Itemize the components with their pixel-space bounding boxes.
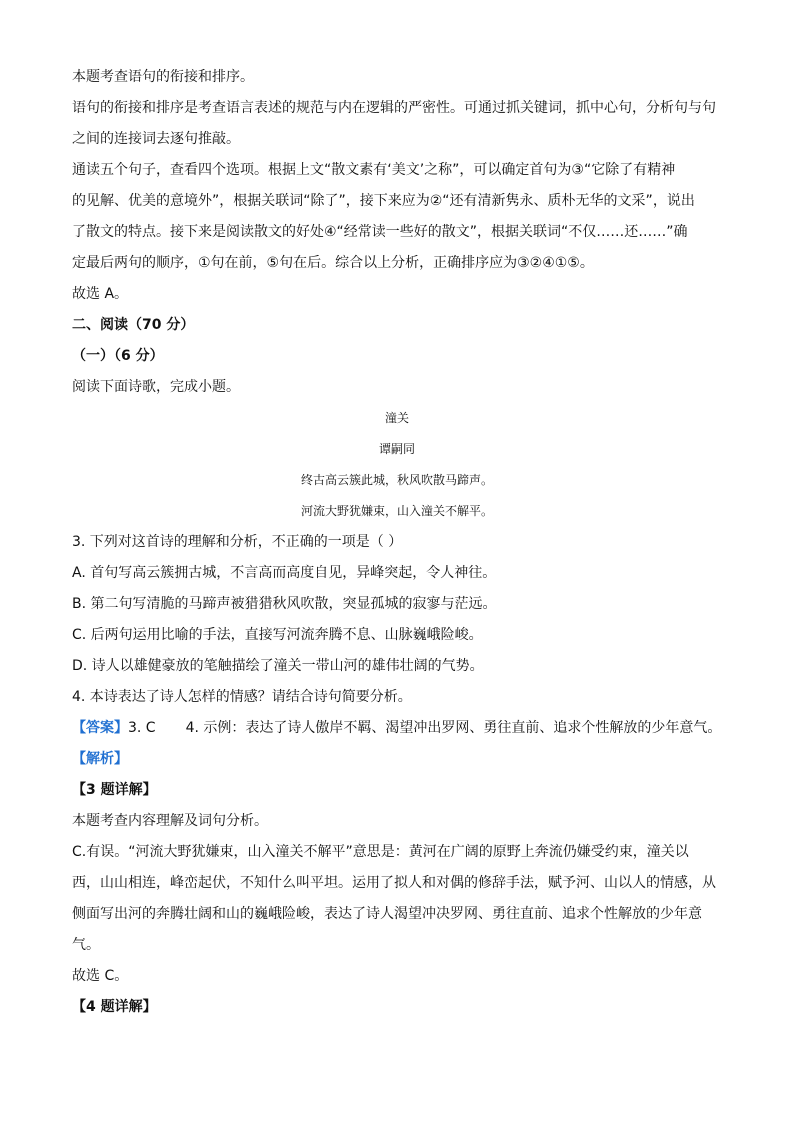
poem-title: 潼关 — [384, 411, 409, 425]
para-conclusion-a: 故选 A。 — [72, 286, 129, 302]
document-page — [72, 62, 722, 1023]
para-analysis-line-3: 了散文的特点。接下来是阅读散文的好处④“经常读一些好的散文”，根据关联词“不仅……还……”确 — [72, 224, 688, 240]
question-3-stem: 3. 下列对这首诗的理解和分析，不正确的一项是（ ） — [72, 534, 403, 550]
q3-detail-line-3: 侧面写出河的奔腾壮阔和山的巍峨险峻，表达了诗人渴望冲决罗网、勇往直前、追求个性解放的少年意 — [72, 906, 702, 922]
analysis-tag: 【解析】 — [72, 751, 128, 767]
answer-line — [72, 713, 722, 744]
q3-detail-line-1: C.有误。“河流大野犹嫌束，山入潼关不解平”意思是：黄河在广阔的原野上奔流仍嫌受约束，潼关以 — [72, 844, 689, 860]
answer-4: 4. 示例：表达了诗人傲岸不羁、渴望冲出罗网、勇往直前、追求个性解放的少年意气。 — [185, 720, 722, 736]
para-analysis-line-2: 的见解、优美的意境外”，根据关联词“除了”，接下来应为②“还有清新隽永、质朴无华的文采”，说出 — [72, 193, 695, 209]
q3-conclusion: 故选 C。 — [72, 968, 129, 984]
poem-line-2: 河流大野犹嫌束，山入潼关不解平。 — [300, 504, 493, 518]
para-analysis-line-1: 通读五个句子，查看四个选项。根据上文“散文素有‘美文’之称”，可以确定首句为③“它除了有精神 — [72, 162, 676, 178]
para-topic: 本题考查语句的衔接和排序。 — [72, 69, 254, 85]
question-3-option-a: A. 首句写高云簇拥古城，不言高而高度自见，异峰突起，令人神往。 — [72, 565, 497, 581]
question-3-option-c: C. 后两句运用比喻的手法，直接写河流奔腾不息、山脉巍峨险峻。 — [72, 627, 483, 643]
answer-3: 3. C — [128, 720, 156, 736]
poem-line-1: 终古高云簇此城，秋风吹散马蹄声。 — [300, 473, 493, 487]
question-3-option-b: B. 第二句写清脆的马蹄声被猎猎秋风吹散，突显孤城的寂寥与茫远。 — [72, 596, 497, 612]
q3-detail-tag: 【3 题详解】 — [72, 782, 157, 798]
para-method-line-1: 语句的衔接和排序是考查语言表述的规范与内在逻辑的严密性。可通过抓关键词，抓中心句，分析句与句 — [72, 100, 716, 116]
answer-tag: 【答案】 — [72, 720, 128, 736]
para-method-line-2: 之间的连接词去逐句推敲。 — [72, 131, 240, 147]
section-title-reading: 二、阅读（70 分） — [72, 317, 195, 333]
subsection-title: （一）（6 分） — [72, 348, 164, 364]
q3-detail-line-4: 气。 — [72, 937, 100, 953]
q3-detail-line-2: 西，山山相连，峰峦起伏，不知什么叫平坦。运用了拟人和对偶的修辞手法，赋予河、山以人的情感，从 — [72, 875, 716, 891]
question-4-stem: 4. 本诗表达了诗人怎样的情感？请结合诗句简要分析。 — [72, 689, 412, 705]
poem-author: 谭嗣同 — [378, 442, 415, 456]
q4-detail-tag: 【4 题详解】 — [72, 999, 157, 1015]
instruction: 阅读下面诗歌，完成小题。 — [72, 379, 240, 395]
question-3-option-d: D. 诗人以雄健豪放的笔触描绘了潼关一带山河的雄伟壮阔的气势。 — [72, 658, 484, 674]
q3-detail-topic: 本题考查内容理解及词句分析。 — [72, 813, 268, 829]
para-analysis-line-4: 定最后两句的顺序，①句在前，⑤句在后。综合以上分析，正确排序应为③②④①⑤。 — [72, 255, 594, 271]
